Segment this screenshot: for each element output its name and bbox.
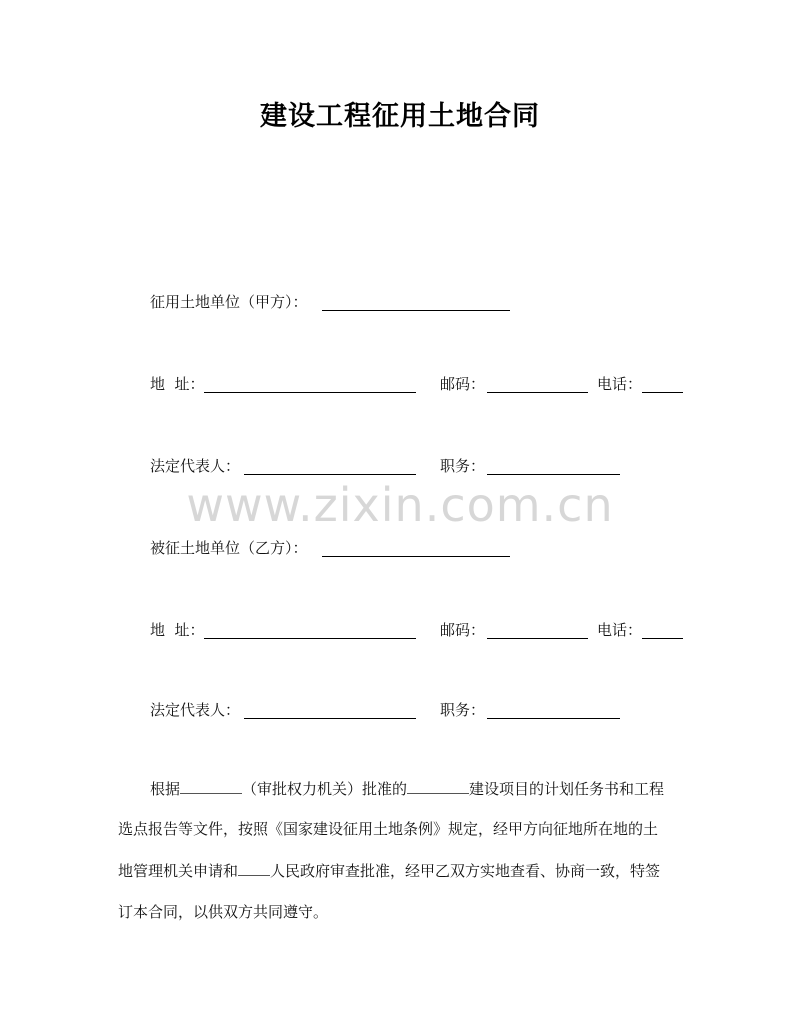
party-b-unit-blank — [322, 556, 510, 557]
party-b-position-blank — [487, 718, 620, 719]
party-a-unit-blank — [322, 310, 510, 311]
party-b-address-blank — [204, 638, 416, 639]
party-a-address-label: 地 址： — [150, 375, 205, 393]
party-b-phone-label: 电话： — [597, 621, 643, 639]
party-a-position-label: 职务： — [440, 457, 486, 475]
paragraph-blank-authority — [180, 778, 242, 794]
party-a-unit-label: 征用土地单位（甲方）： — [150, 293, 308, 311]
party-b-rep-row — [150, 699, 690, 721]
party-a-rep-label: 法定代表人： — [150, 457, 241, 475]
party-b-address-row — [150, 619, 690, 641]
paragraph-line-4: 订本合同，以供双方共同遵守。 — [118, 903, 329, 921]
watermark: www.zixin.com.cn — [186, 478, 614, 532]
party-a-unit-row — [150, 291, 690, 313]
party-b-position-label: 职务： — [440, 701, 486, 719]
paragraph-line-3-a: 地管理机关申请和 — [118, 862, 239, 880]
party-b-phone-blank — [642, 638, 683, 639]
paragraph-line-3 — [118, 860, 660, 882]
party-a-postcode-blank — [487, 392, 588, 393]
paragraph-line-1-b: （审批权力机关）批准的 — [242, 780, 408, 798]
party-b-unit-row — [150, 537, 690, 559]
paragraph-blank-project — [407, 778, 469, 794]
document-title: 建设工程征用土地合同 — [260, 101, 540, 132]
paragraph-line-2: 选点报告等文件，按照《国家建设征用土地条例》规定，经甲方向征地所在地的土 — [118, 820, 659, 838]
paragraph-line-1 — [150, 778, 664, 800]
paragraph-blank-government — [238, 860, 270, 876]
party-b-address-label: 地 址： — [150, 621, 205, 639]
party-a-rep-row — [150, 455, 690, 477]
paragraph-line-1-a: 根据 — [150, 780, 181, 798]
party-b-rep-blank — [244, 718, 416, 719]
party-a-phone-blank — [642, 392, 683, 393]
party-a-postcode-label: 邮码： — [440, 375, 486, 393]
party-a-address-row — [150, 373, 690, 395]
paragraph-line-1-c: 建设项目的计划任务书和工程 — [469, 780, 665, 798]
party-b-postcode-label: 邮码： — [440, 621, 486, 639]
party-b-postcode-blank — [487, 638, 588, 639]
party-a-rep-blank — [244, 474, 416, 475]
party-a-position-blank — [487, 474, 620, 475]
party-a-address-blank — [204, 392, 416, 393]
party-b-unit-label: 被征土地单位（乙方）： — [150, 539, 308, 557]
paragraph-line-3-b: 人民政府审查批准，经甲乙双方实地查看、协商一致，特签 — [270, 862, 661, 880]
party-a-phone-label: 电话： — [597, 375, 643, 393]
party-b-rep-label: 法定代表人： — [150, 701, 241, 719]
